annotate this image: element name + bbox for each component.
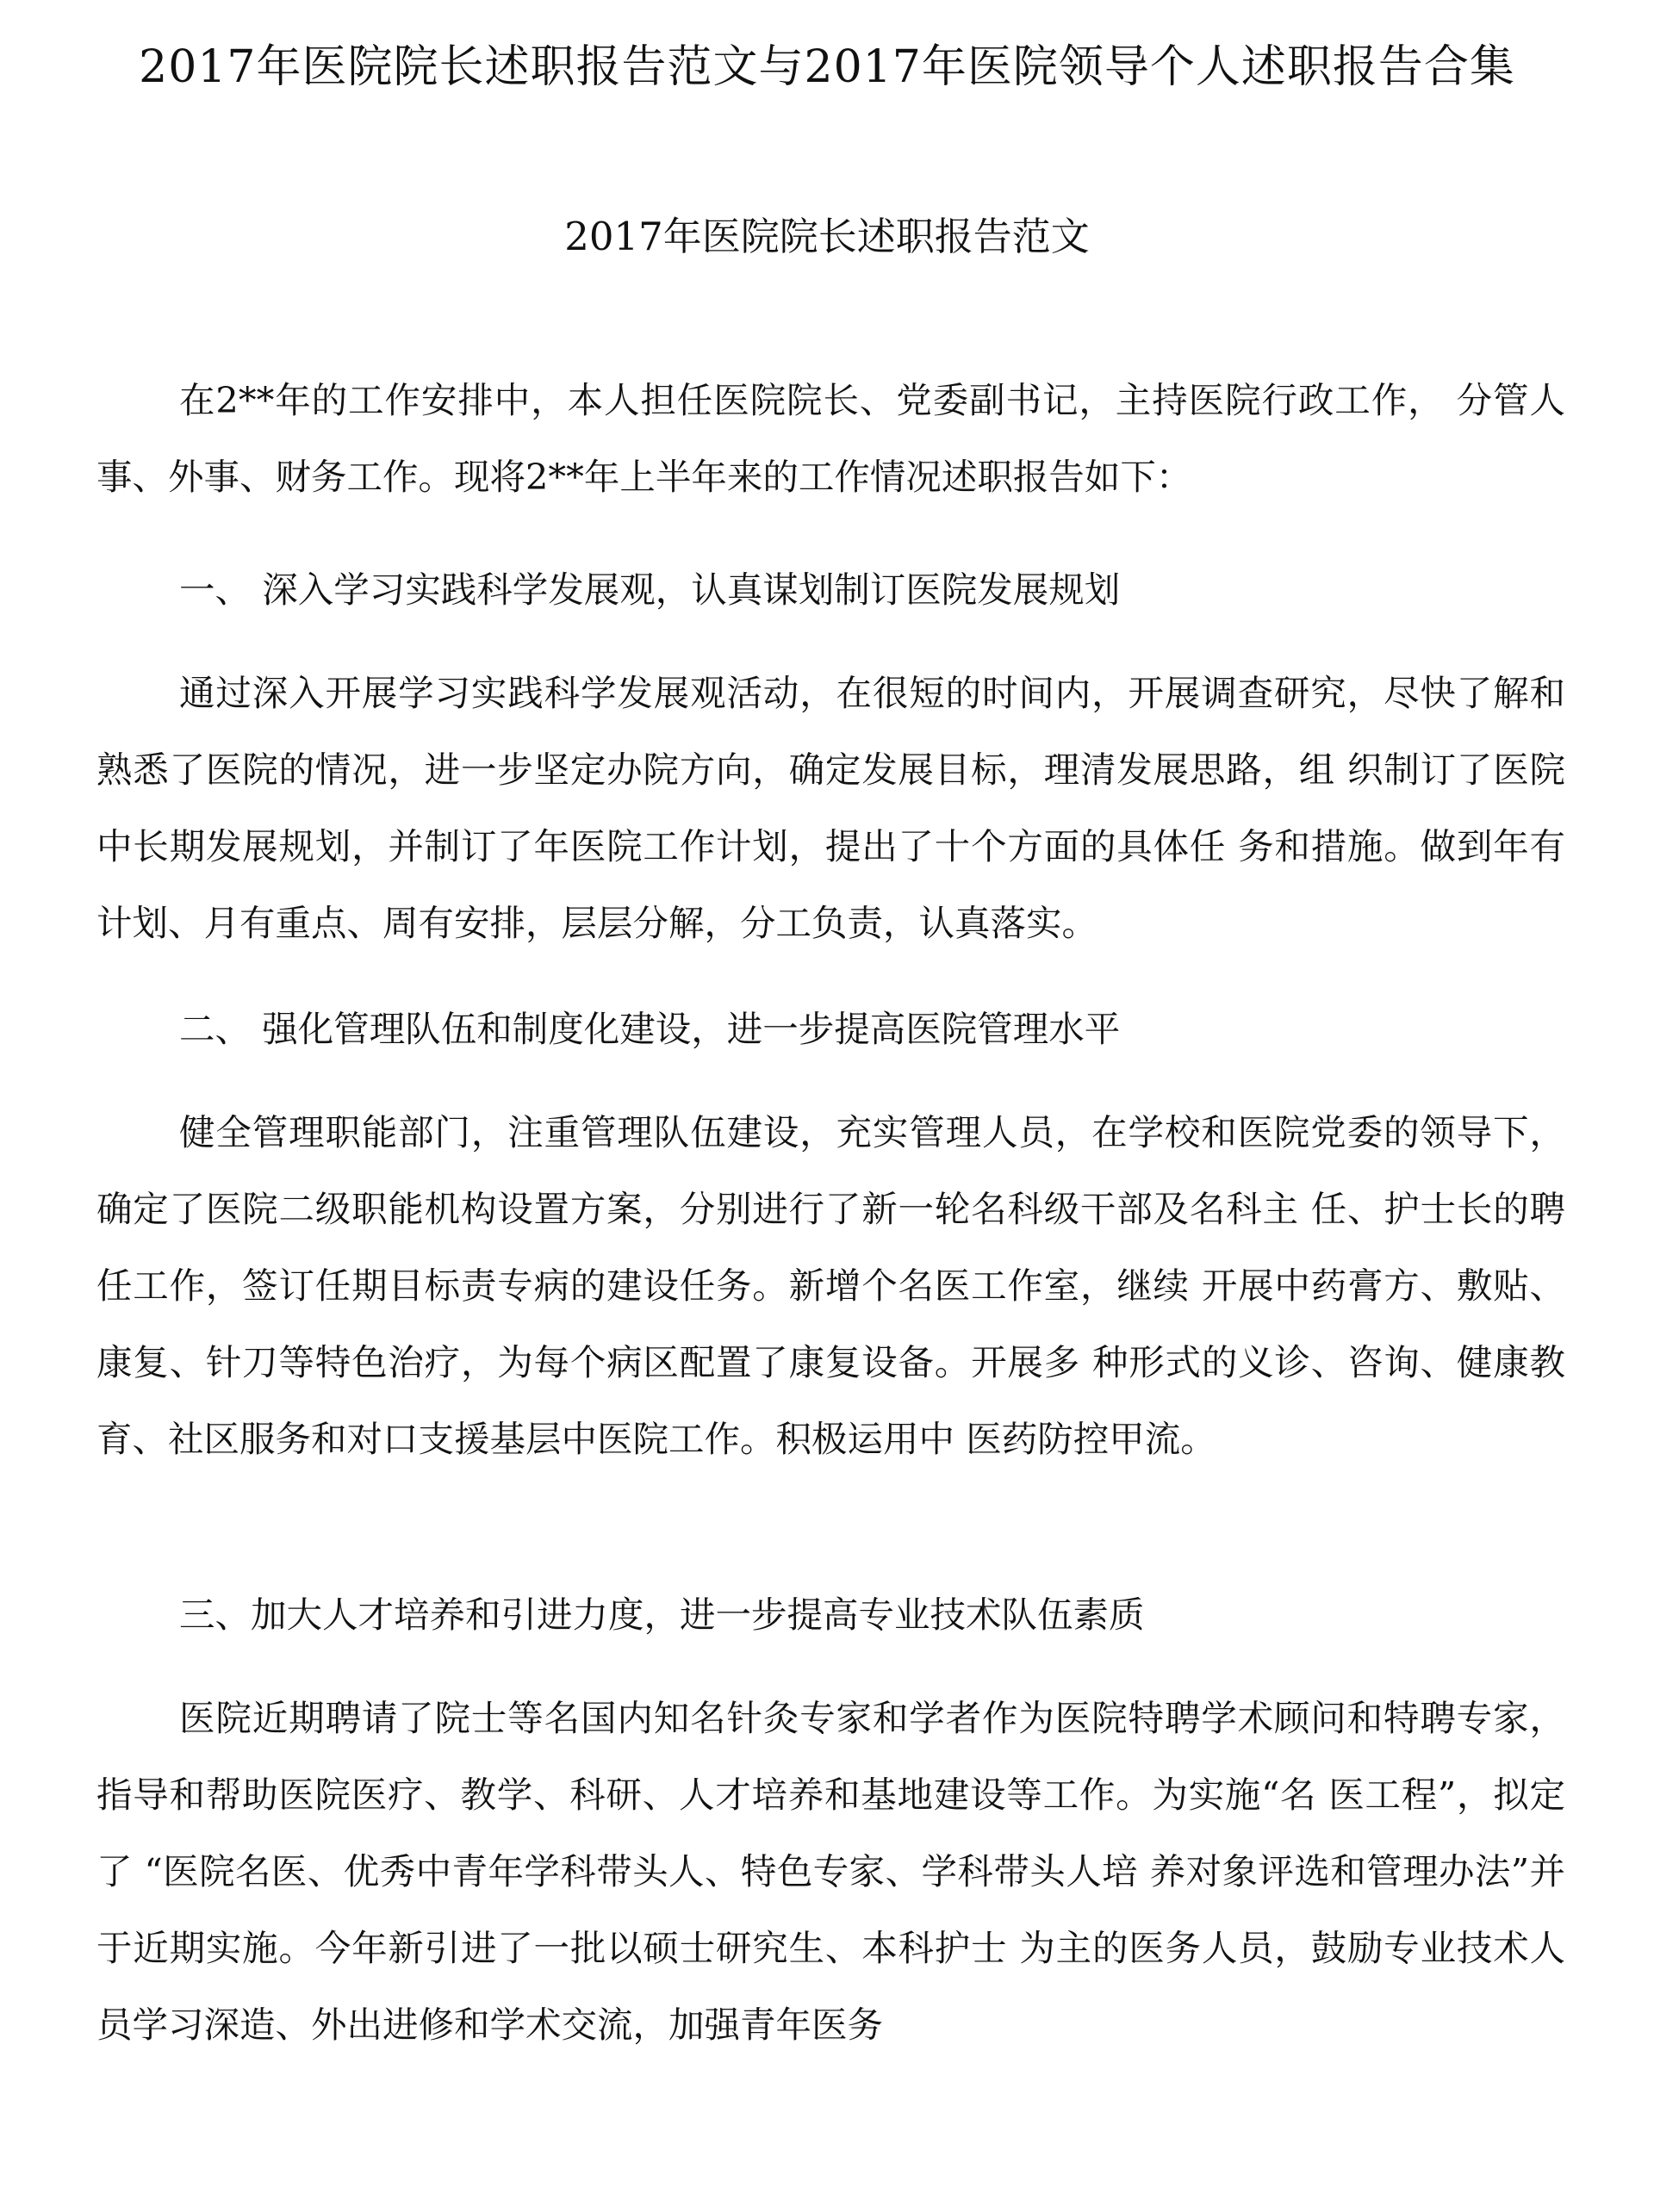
section-1-paragraph: 通过深入开展学习实践科学发展观活动，在很短的时间内，开展调查研究，尽快了解和熟悉了医院的情况，进一步坚定办院方向，确定发展目标，理清发展思路，组 织制订了医院中长期发展规划，并制订了年医院工作计划，提出了十个方面的具体任 务和措施。做到年有计划、月有重点、周有安排，层层分解，分工负责，认真落实。 — [96, 672, 1565, 944]
report-subtitle: 2017年医院院长述职报告范文 — [564, 214, 1090, 259]
section-2-heading: 二、 强化管理队伍和制度化建设，进一步提高医院管理水平 — [179, 1008, 1121, 1050]
intro-paragraph: 在2**年的工作安排中，本人担任医院院长、党委副书记，主持医院行政工作， 分管人事、外事、财务工作。现将2**年上半年来的工作情况述职报告如下： — [96, 379, 1565, 498]
section-3-heading: 三、加大人才培养和引进力度，进一步提高专业技术队伍素质 — [179, 1594, 1145, 1636]
section-1-heading: 一、 深入学习实践科学发展观，认真谋划制订医院发展规划 — [179, 569, 1121, 611]
section-2-paragraph: 健全管理职能部门，注重管理队伍建设，充实管理人员，在学校和医院党委的领导下，确定了医院二级职能机构设置方案，分别进行了新一轮名科级干部及名科主 任、护士长的聘任工作，签订任期目标责专病的建设任务。新增个名医工作室，继续 开展中药膏方、敷贴、康复、针刀等特色治疗，为每个病区配置了康复设备。开展多 种形式的义诊、咨询、健康教育、社区服务和对口支援基层中医院工作。积极运用中 医药防控甲流。 — [96, 1111, 1565, 1460]
section-3-paragraph: 医院近期聘请了院士等名国内知名针灸专家和学者作为医院特聘学术顾问和特聘专家，指导和帮助医院医疗、教学、科研、人才培养和基地建设等工作。为实施“名 医工程”，拟定了 “医院名医、优秀中青年学科带头人、特色专家、学科带头人培 养对象评选和管理办法”并于近期实施。今年新引进了一批以硕士研究生、本科护士 为主的医务人员，鼓励专业技术人员学习深造、外出进修和学术交流，加强青年医务 — [96, 1697, 1565, 2046]
document-title: 2017年医院院长述职报告范文与2017年医院领导个人述职报告合集 — [139, 41, 1515, 93]
